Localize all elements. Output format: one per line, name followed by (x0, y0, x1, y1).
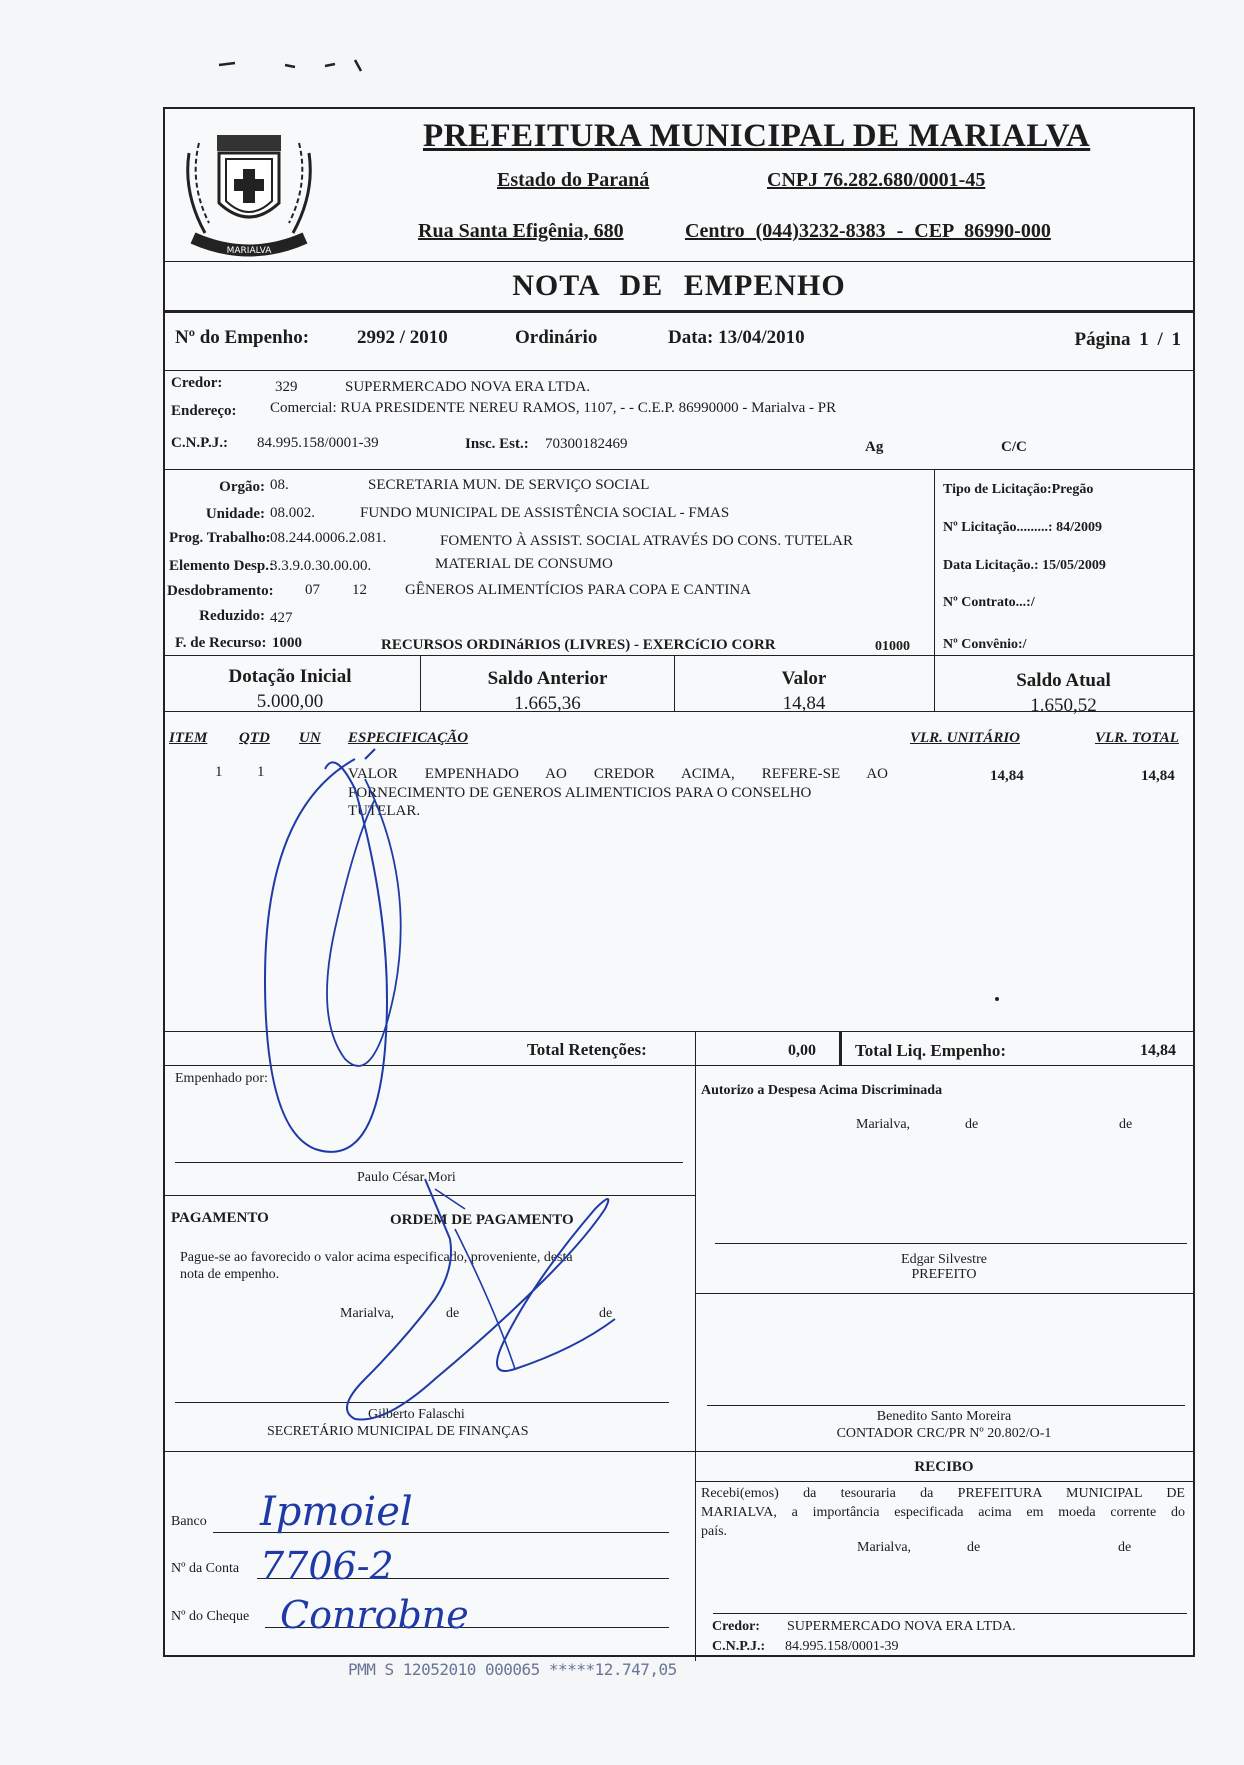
cheque-label: Nº do Cheque (171, 1609, 250, 1624)
credor-name: SUPERMERCADO NOVA ERA LTDA. (345, 379, 591, 395)
form-title: NOTA DE EMPENHO (512, 269, 846, 302)
page-number: Página 1 / 1 (1074, 329, 1181, 350)
banco-handwritten: Ipmoiel (260, 1489, 413, 1535)
dotacao-inicial-value: 5.000,00 (256, 691, 324, 712)
empenho-number-label: Nº do Empenho: (175, 327, 310, 348)
item-espec-line3: TUTELAR. (348, 803, 421, 819)
recibo-credor-name: SUPERMERCADO NOVA ERA LTDA. (787, 1619, 1016, 1634)
numero-contrato: Nº Contrato...:/ (943, 595, 1035, 610)
autorizo-de2: de (1119, 1117, 1133, 1132)
item-espec-line2: FORNECIMENTO DE GENEROS ALIMENTICIOS PARA O CONSELHO (348, 785, 812, 801)
prog-trabalho-desc: FOMENTO À ASSIST. SOCIAL ATRAVÉS DO CONS. TUTELAR (440, 533, 853, 549)
retencoes-value: 0,00 (788, 1042, 816, 1059)
desdobramento-desc: GÊNEROS ALIMENTÍCIOS PARA COPA E CANTINA (405, 582, 752, 598)
contador-title: CONTADOR CRC/PR Nº 20.802/O-1 (836, 1426, 1052, 1441)
recibo-text-line1: Recebi(emos) da tesouraria da PREFEITURA MUNICIPAL DE (701, 1486, 1185, 1501)
prefeito-title: PREFEITO (911, 1267, 977, 1282)
liquido-label: Total Liq. Empenho: (855, 1041, 1006, 1060)
pagamento-label: PAGAMENTO (171, 1210, 269, 1226)
col-item: ITEM (169, 730, 208, 746)
recibo-cnpj-label: C.N.P.J.: (712, 1639, 766, 1654)
recibo-de2: de (1118, 1540, 1132, 1555)
ordem-pagamento-label: ORDEM DE PAGAMENTO (390, 1212, 574, 1228)
empenho-date: Data: 13/04/2010 (668, 327, 805, 348)
elemento-label: Elemento Desp.: (169, 558, 274, 574)
recurso-code: 1000 (272, 635, 302, 651)
saldo-anterior-value: 1.665,36 (514, 693, 581, 714)
state-label: Estado do Paraná (497, 169, 650, 191)
valor-value: 14,84 (782, 693, 826, 714)
item-qtd: 1 (257, 764, 265, 780)
numero-licitacao: Nº Licitação.........: 84/2009 (943, 520, 1102, 535)
recibo-cnpj-value: 84.995.158/0001-39 (785, 1639, 899, 1654)
empenhado-por-label: Empenhado por: (175, 1071, 268, 1086)
prefeito-name: Edgar Silvestre (901, 1252, 987, 1267)
orgao-code: 08. (270, 477, 289, 493)
reduzido-value: 427 (270, 610, 293, 626)
empenho-number: 2992 / 2010 (357, 327, 448, 348)
desdobramento-code1: 07 (305, 582, 320, 598)
pagamento-city: Marialva, (340, 1306, 395, 1321)
address-contact: Centro (044)3232-8383 - CEP 86990-000 (685, 220, 1051, 242)
orgao-label: Orgão: (219, 479, 265, 495)
agency-label: Ag (865, 439, 884, 455)
tipo-licitacao: Tipo de Licitação:Pregão (943, 482, 1094, 497)
autorizo-city: Marialva, (856, 1117, 911, 1132)
recurso-code2: 01000 (875, 639, 910, 654)
recibo-label: RECIBO (914, 1459, 974, 1475)
authentication-stamp: PMM S 12052010 000065 *****12.747,05 (348, 1660, 677, 1679)
recibo-city: Marialva, (857, 1540, 912, 1555)
pagamento-de1: de (446, 1306, 460, 1321)
unidade-code: 08.002. (270, 505, 315, 521)
col-vlr-total: VLR. TOTAL (1095, 730, 1179, 746)
desdobramento-code2: 12 (352, 582, 367, 598)
secretario-name: Gilberto Falaschi (368, 1407, 465, 1422)
secretario-title: SECRETÁRIO MUNICIPAL DE FINANÇAS (267, 1424, 529, 1439)
numero-convenio: Nº Convênio:/ (943, 637, 1027, 652)
recibo-text-line2: MARIALVA, a importância especificada acima em moeda corrente do (701, 1505, 1185, 1520)
recurso-label: F. de Recurso: (175, 635, 267, 651)
credor-address: Comercial: RUA PRESIDENTE NEREU RAMOS, 1107, - - C.E.P. 86990000 - Marialva - PR (270, 400, 837, 416)
dotacao-inicial-label: Dotação Inicial (228, 666, 352, 687)
pagamento-text-line2: nota de empenho. (180, 1267, 280, 1282)
municipal-seal-image (179, 113, 319, 263)
item-number: 1 (215, 764, 223, 780)
item-vlr-unitario: 14,84 (990, 768, 1024, 784)
insc-est-label: Insc. Est.: (465, 436, 529, 452)
reduzido-label: Reduzido: (199, 608, 265, 624)
empenho-type: Ordinário (515, 327, 598, 348)
unidade-desc: FUNDO MUNICIPAL DE ASSISTÊNCIA SOCIAL - FMAS (360, 505, 730, 521)
cnpj-label: C.N.P.J.: (171, 435, 228, 451)
elemento-desc: MATERIAL DE CONSUMO (435, 556, 613, 572)
col-un: UN (299, 730, 321, 746)
desdobramento-label: Desdobramento: (167, 583, 274, 599)
saldo-anterior-label: Saldo Anterior (487, 668, 608, 689)
conta-handwritten: 7706-2 (260, 1544, 394, 1588)
signature-mark (315, 1169, 645, 1429)
nota-de-empenho-form (163, 107, 1195, 1657)
elemento-code: 3.3.9.0.30.00.00. (270, 558, 372, 574)
signature-mark (225, 729, 425, 1189)
credor-label: Credor: (171, 375, 223, 391)
autorizo-de1: de (965, 1117, 979, 1132)
conta-label: Nº da Conta (171, 1561, 240, 1576)
liquido-value: 14,84 (1140, 1042, 1176, 1059)
unidade-label: Unidade: (205, 506, 265, 522)
page-title: PREFEITURA MUNICIPAL DE MARIALVA (423, 118, 1091, 154)
stray-dot (995, 997, 999, 1001)
empenhado-por-name: Paulo César Mori (357, 1170, 456, 1185)
insc-est-value: 70300182469 (545, 436, 628, 452)
recurso-desc: RECURSOS ORDINáRIOS (LIVRES) - EXERCíCIO CORR (381, 637, 776, 653)
account-label: C/C (1001, 439, 1027, 455)
retencoes-label: Total Retenções: (527, 1040, 647, 1059)
recibo-text-line3: país. (701, 1524, 728, 1539)
data-licitacao: Data Licitação.: 15/05/2009 (943, 558, 1106, 573)
pagamento-de2: de (599, 1306, 613, 1321)
col-especificacao: ESPECIFICAÇÃO (348, 730, 469, 746)
address-street: Rua Santa Efigênia, 680 (418, 220, 624, 242)
prog-trabalho-label: Prog. Trabalho: (169, 530, 271, 546)
saldo-atual-label: Saldo Atual (1016, 670, 1111, 691)
pagamento-text-line1: Pague-se ao favorecido o valor acima especificado, proveniente, desta (180, 1250, 573, 1265)
top-scan-mark (215, 55, 365, 75)
autorizo-label: Autorizo a Despesa Acima Discriminada (701, 1083, 943, 1098)
orgao-desc: SECRETARIA MUN. DE SERVIÇO SOCIAL (368, 477, 650, 493)
valor-label: Valor (781, 668, 827, 689)
cheque-handwritten: Conrobne (280, 1593, 469, 1637)
credor-code: 329 (275, 379, 298, 395)
address-label: Endereço: (171, 403, 237, 419)
prog-trabalho-code: 08.244.0006.2.081. (270, 530, 387, 546)
item-espec-line1: VALOR EMPENHADO AO CREDOR ACIMA, REFERE-SE AO (348, 766, 888, 782)
seal-banner-text: MARIALVA (226, 246, 272, 256)
contador-name: Benedito Santo Moreira (876, 1409, 1012, 1424)
credor-cnpj: 84.995.158/0001-39 (257, 435, 379, 451)
col-qtd: QTD (239, 730, 270, 746)
recibo-credor-label: Credor: (712, 1619, 760, 1634)
saldo-atual-value: 1.650,52 (1030, 695, 1097, 716)
cnpj-header: CNPJ 76.282.680/0001-45 (767, 169, 986, 191)
item-vlr-total: 14,84 (1141, 768, 1175, 784)
banco-label: Banco (171, 1514, 207, 1529)
recibo-de1: de (967, 1540, 981, 1555)
col-vlr-unitario: VLR. UNITÁRIO (910, 730, 1021, 746)
